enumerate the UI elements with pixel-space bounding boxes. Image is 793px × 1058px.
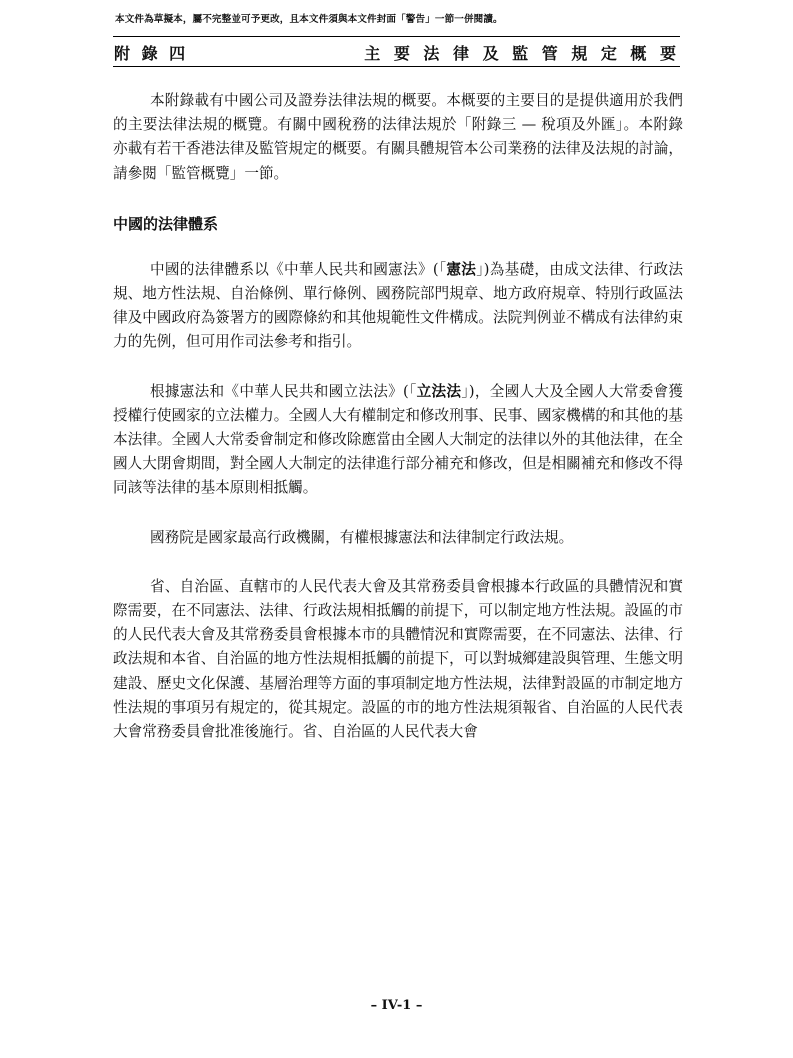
paragraph-text: 」)為基礎，由成文法律、行政法規、地方性法規、自治條例、單行條例、國務院部門規章、地方政府規章、特別行政區法律及中國政府為簽署方的國際條約和其他規範性文件構成。法院判例並不構成有法律約束力的先例，但可用作司法參考和指引。 [113,260,683,351]
header-bottom-rule [113,66,680,67]
defined-term: 憲法 [446,260,477,278]
document-body [113,89,683,744]
paragraph-local-regulations: 省、自治區、直轄市的人民代表大會及其常務委員會根據本行政區的具體情況和實際需要，在不同憲法、法律、行政法規相抵觸的前提下，可以制定地方性法規。設區的市的人民代表大會及其常務委員會根據本市的具體情況和實際需要，在不同憲法、法律、行政法規和本省、自治區的地方性法規相抵觸的前提下，可以對城鄉建設與管理、生態文明建設、歷史文化保護、基層治理等方面的事項制定地方性法規，法律對設區的市制定地方性法規的事項另有規定的，從其規定。設區的市的地方性法規須報省、自治區的人民代表大會常務委員會批准後施行。省、自治區的人民代表大會 [113,577,683,741]
appendix-title: 主 要 法 律 及 監 管 規 定 概 要 [364,44,680,63]
paragraph-text: 根據憲法和《中華人民共和國立法法》(「 [150,382,417,400]
page-header [113,40,680,64]
paragraph-constitution [113,258,683,355]
section-heading: 中國的法律體系 [113,214,219,233]
page-number: – IV-1 – [370,998,423,1013]
paragraph-text: 」)，全國人大及全國人大常委會獲授權行使國家的立法權力。全國人大有權制定和修改刑事、民事、國家機構的和其他的基本法律。全國人大常委會制定和修改除應當由全國人大制定的法律以外的其他法律，在全國人大閉會期間，對全國人大制定的法律進行部分補充和修改，但是相關補充和修改不得同該等法律的基本原則相抵觸。 [113,382,683,497]
paragraph-state-council: 國務院是國家最高行政機關，有權根據憲法和法律制定行政法規。 [150,528,574,546]
appendix-label: 附 錄 四 [114,44,189,63]
paragraph-text: 中國的法律體系以《中華人民共和國憲法》(「 [150,260,447,278]
draft-notice: 本文件為草擬本，屬不完整並可予更改，且本文件須與本文件封面「警告」一節一併閱讀。 [115,14,503,25]
paragraph-legislation-law [113,380,683,501]
header-top-rule [113,36,680,37]
defined-term: 立法法 [416,382,462,400]
intro-paragraph: 本附錄載有中國公司及證券法律法規的概要。本概要的主要目的是提供適用於我們的主要法律法規的概覽。有關中國稅務的法律法規於「附錄三 — 稅項及外匯」。本附錄亦載有若干香港法律及監管規定的概要。有關具體規管本公司業務的法律及法規的討論，請參閱「監管概覽」一節。 [113,92,683,182]
